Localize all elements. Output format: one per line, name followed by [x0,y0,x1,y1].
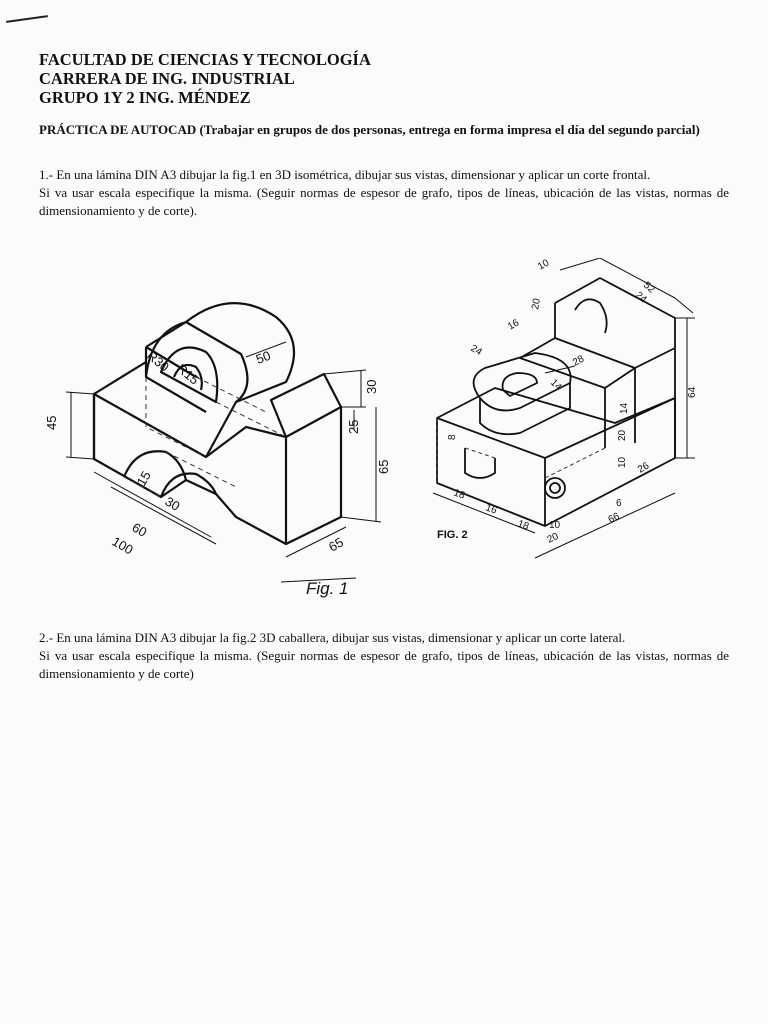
dim-18b: 18 [515,518,531,533]
dim-16: 16 [506,317,522,333]
dim-50: 50 [253,347,273,367]
figure-2-drawing [425,258,725,573]
dim-100: 100 [109,533,136,558]
dim-64: 64 [687,386,698,398]
dim-r15: R15 [174,360,202,388]
dim-30: 30 [364,379,379,394]
dim-60: 60 [129,519,150,540]
dim-65b: 65 [326,534,347,555]
dim-24: 24 [633,289,649,306]
dim-6: 6 [616,498,622,509]
figure-2 [425,258,725,573]
pen-mark [6,15,48,23]
dim-16b: 16 [483,502,499,517]
dim-14: 14 [547,377,564,393]
exercise-1-notes: Si va usar escala especifique la misma. (Seguir normas de espesor de grafo, tipos de líneas, ubicación de las vistas, normas de dimensionamiento y de corte). [39,185,729,218]
dim-14b: 14 [619,402,630,414]
dim-r30: R30 [144,347,172,375]
figure-1 [36,282,396,612]
figure-1-drawing [36,282,396,612]
dim-10: 10 [536,258,552,273]
dim-30b: 30 [162,493,183,514]
dim-45: 45 [44,415,59,430]
exercise-2 [39,629,729,683]
dim-15: 15 [133,468,154,489]
exercise-2-instruction: 2.- En una lámina DIN A3 dibujar la fig.2 3D caballera, dibujar sus vistas, dimensionar y aplicar un corte lateral. [39,630,626,645]
header-career: CARRERA DE ING. INDUSTRIAL [39,69,295,88]
dim-8: 8 [447,434,458,440]
figure-2-label: FIG. 2 [437,529,468,541]
dim-20b: 20 [617,429,628,441]
dim-24b: 24 [468,343,484,359]
dim-10c: 10 [549,520,561,531]
header-faculty: FACULTAD DE CIENCIAS Y TECNOLOGÍA [39,50,371,69]
dim-20: 20 [530,297,543,311]
dim-65: 65 [376,459,391,474]
dim-26: 26 [636,460,652,476]
dim-52: 52 [641,279,657,296]
header-group: GRUPO 1Y 2 ING. MÉNDEZ [39,88,251,107]
figure-1-label: Fig. 1 [306,579,349,598]
document-header [39,50,371,107]
dim-28: 28 [571,353,587,369]
dim-66: 66 [606,511,622,526]
exercise-1-instruction: 1.- En una lámina DIN A3 dibujar la fig.1 en 3D isométrica, dibujar sus vistas, dimensionar y aplicar un corte frontal. [39,167,651,182]
dim-10b: 10 [617,456,628,468]
exercise-2-notes: Si va usar escala especifique la misma. (Seguir normas de espesor de grafo, tipos de líneas, ubicación de las vistas, normas de dimensionamiento y de corte) [39,648,729,681]
dim-18: 18 [451,487,467,502]
exercise-1 [39,166,729,220]
dim-25: 25 [346,419,361,434]
practice-title: PRÁCTICA DE AUTOCAD (Trabajar en grupos de dos personas, entrega en forma impresa el día del segundo parcial) [39,122,700,137]
dim-20c: 20 [545,531,561,546]
